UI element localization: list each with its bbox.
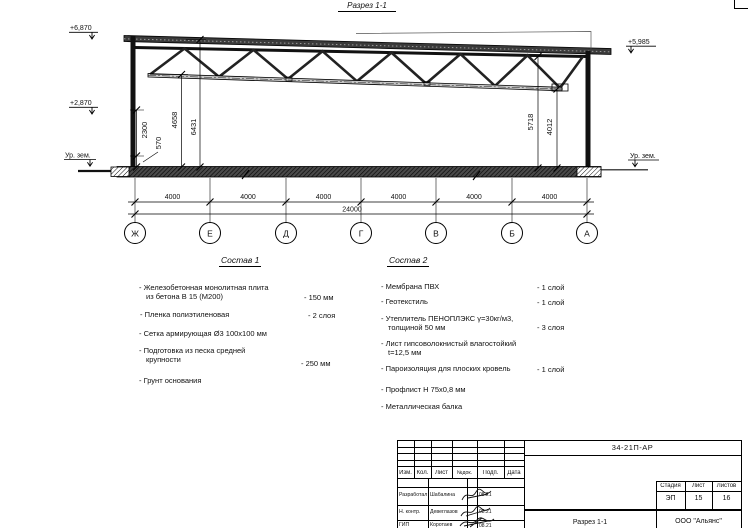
material-item: - Подготовка из песка средней крупности <box>139 346 246 364</box>
elevation-label: +5,985 <box>628 39 650 46</box>
material-item: - Геотекстиль <box>381 297 428 306</box>
axis-label: Ж <box>131 228 139 239</box>
signer-name: Коротаев <box>430 522 453 528</box>
drawing-name: Разрез 1-1 <box>572 518 608 526</box>
elevation-label: +6,870 <box>70 25 92 32</box>
axis-label: Д <box>283 228 289 239</box>
axis-label: А <box>584 228 590 239</box>
elevation-label: +2,870 <box>70 100 92 107</box>
bay-dim: 4000 <box>315 194 332 201</box>
composition-title: Состав 1 <box>221 255 260 265</box>
dimension-ticks <box>133 36 561 172</box>
material-value: - 250 мм <box>301 359 331 368</box>
document-code: 34-21П-АР <box>611 443 654 452</box>
stage-label: Стадия <box>660 483 681 489</box>
axis-label: В <box>433 228 439 239</box>
sheet-label: Лист <box>691 483 706 489</box>
dim-label: 2300 <box>140 121 149 139</box>
material-item: - Профлист Н 75х0,8 мм <box>381 385 466 394</box>
material-item: - Пароизоляция для плоских кровель <box>381 364 511 373</box>
roof-truss <box>135 48 586 92</box>
left-column <box>131 36 136 170</box>
material-item: - Лист гипсоволокнистый влагостойкий t=12,5 мм <box>381 339 517 357</box>
signature-date: 08.21 <box>479 492 492 498</box>
axis-label: Б <box>509 228 515 239</box>
material-value: - 150 мм <box>304 293 334 302</box>
section-title: Разрез 1-1 <box>338 1 396 12</box>
dim-label: 4658 <box>170 111 179 129</box>
composition-list-1 <box>139 255 379 405</box>
bay-dim: 4000 <box>466 194 482 201</box>
material-value: - 1 слой <box>537 298 565 307</box>
floor-slab <box>78 167 648 181</box>
bay-dim: 4000 <box>390 194 407 201</box>
material-item: - Металлическая балка <box>381 402 463 411</box>
material-item: - Грунт основания <box>139 376 202 385</box>
foundation-hatch <box>577 167 601 177</box>
axis-label: Г <box>358 228 364 239</box>
sheet-number: 15 <box>694 495 703 502</box>
composition-list-2 <box>381 255 596 415</box>
material-item: - Мембрана ПВХ <box>381 282 440 291</box>
section-drawing <box>0 0 748 250</box>
material-item: - Пленка полиэтиленовая <box>140 310 230 319</box>
dim-label: 6431 <box>189 118 198 136</box>
col-header: Подп. <box>482 469 499 476</box>
grid-extension-lines <box>135 178 587 222</box>
elevation-label: Ур. зем. <box>630 153 656 160</box>
sheets-label: Листов <box>716 483 737 489</box>
col-header: Лист <box>434 469 449 476</box>
col-header: Кол. <box>416 469 429 476</box>
signature-date: 08.21 <box>479 522 492 528</box>
material-value: - 2 слоя <box>308 311 336 320</box>
signer-role: ГИП <box>399 522 410 528</box>
col-header: Дата <box>507 469 521 476</box>
signature-date: 08.21 <box>479 509 492 515</box>
signer-role: Н. контр. <box>399 508 421 515</box>
material-value: - 1 слой <box>537 365 565 374</box>
col-header: Изм. <box>399 469 412 476</box>
axis-label: Е <box>207 228 213 239</box>
signer-name: Шабалина <box>430 491 456 498</box>
leader-line <box>143 152 158 162</box>
foundation-hatch <box>111 167 129 177</box>
horizontal-dimensions <box>128 178 594 222</box>
bay-dim: 4000 <box>541 194 558 201</box>
signer-role: Разработал <box>399 491 428 498</box>
right-column <box>586 51 591 170</box>
bay-dim: 4000 <box>164 194 181 201</box>
dim-label: 4012 <box>545 118 554 136</box>
total-dim: 24000 <box>342 206 362 214</box>
signer-name: Девеглазов <box>430 508 458 515</box>
material-item: - Железобетонная монолитная плита из бетона В 15 (М200) <box>139 283 269 301</box>
signature-icon <box>456 516 502 528</box>
elevation-label: Ур. зем. <box>65 152 91 160</box>
material-value: - 3 слоя <box>537 323 565 332</box>
bay-dim: 4000 <box>240 194 256 201</box>
company-name: ООО "Альянс" <box>675 517 722 525</box>
signature-icon <box>458 487 502 504</box>
title-block-heavy-rule <box>524 509 742 511</box>
sheets-total: 16 <box>722 495 731 502</box>
col-header: №док. <box>456 470 473 476</box>
composition-title: Состав 2 <box>389 255 428 265</box>
dim-label: 570 <box>154 136 163 150</box>
material-value: - 1 слой <box>537 283 565 292</box>
material-item: - Сетка армирующая Ø3 100х100 мм <box>139 329 267 338</box>
dim-label: 5718 <box>526 113 535 131</box>
stage-value: ЭП <box>665 495 676 502</box>
material-item: - Утеплитель ПЕНОПЛЭКС γ=30кг/м3, толщиной 50 мм <box>381 314 514 332</box>
